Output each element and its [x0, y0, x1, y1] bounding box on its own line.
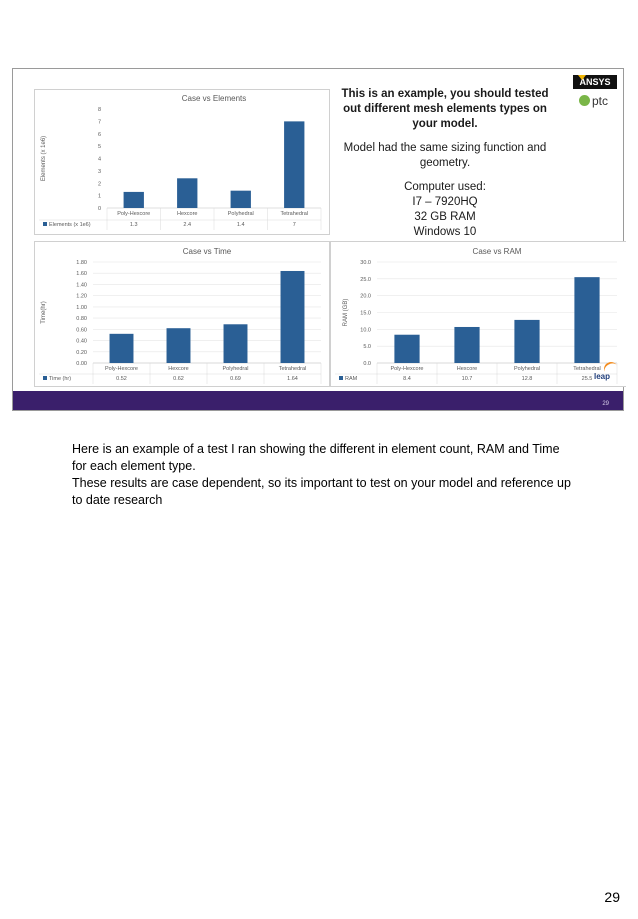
x-tick-label: Tetrahedral: [573, 366, 601, 372]
x-tick-label: Tetrahedral: [278, 366, 307, 372]
slide-line-ram: 32 GB RAM: [414, 211, 476, 223]
x-tick-label: Poly-Hexcore: [390, 366, 424, 372]
ptc-logo: ptc: [579, 94, 608, 108]
caption: [72, 441, 572, 509]
data-table-value: 0.52: [116, 376, 127, 382]
data-table-value: 12.8: [521, 376, 533, 382]
data-table-value: 7: [292, 222, 296, 228]
slide: [12, 68, 624, 411]
y-tick-label: 5.0: [363, 344, 371, 351]
data-table-value: 1.4: [236, 222, 245, 228]
y-axis-label: Elements (x 1e6): [41, 135, 47, 182]
x-tick-label: Tetrahedral: [280, 211, 309, 217]
x-tick-label: Hexcore: [456, 366, 478, 372]
y-tick-label: 0.0: [363, 361, 371, 367]
chart-case-vs-elements: [34, 89, 330, 235]
y-tick-label: 1.60: [76, 271, 87, 278]
y-tick-label: 1: [97, 193, 101, 200]
x-tick-label: Poly-Hexcore: [104, 366, 139, 372]
data-table-value: 10.7: [461, 376, 473, 382]
y-tick-label: 30.0: [360, 260, 371, 266]
bar-hexcore: [167, 328, 191, 363]
y-tick-label: 3: [97, 168, 101, 175]
legend-swatch: [43, 376, 47, 380]
page-number: 29: [604, 889, 620, 905]
bar-tetrahedral: [281, 271, 305, 363]
y-tick-label: 15.0: [360, 310, 371, 317]
data-table-value: 0.69: [230, 376, 241, 382]
y-tick-label: 6: [97, 131, 101, 138]
data-table-value: 25.5: [581, 376, 593, 382]
slide-line-os: Windows 10: [413, 226, 477, 238]
y-tick-label: 0: [97, 206, 101, 212]
data-table-value: 1.3: [129, 222, 138, 228]
ptc-logo-icon: [579, 95, 590, 106]
y-tick-label: 8: [97, 107, 101, 113]
data-table-value: 0.62: [173, 376, 184, 382]
bar-hexcore: [177, 178, 197, 208]
caption-paragraph-1: Here is an example of a test I ran showing the different in element count, RAM and Time for each element type.: [72, 442, 560, 473]
y-tick-label: 1.20: [76, 293, 87, 300]
chart-case-vs-ram: [330, 241, 626, 387]
bar-tetrahedral: [284, 121, 304, 208]
x-tick-label: Hexcore: [177, 211, 198, 217]
bar-polyhedral: [231, 191, 251, 208]
chart-title: Case vs RAM: [472, 247, 522, 256]
legend-swatch: [339, 376, 343, 380]
y-tick-label: 2: [97, 181, 101, 188]
x-tick-label: Polyhedral: [222, 366, 249, 372]
leap-logo: leap: [594, 372, 610, 381]
y-tick-label: 0.40: [76, 338, 87, 345]
bar-polyhedral: [224, 324, 248, 363]
slide-line-sizing: Model had the same sizing function and geometry.: [343, 142, 547, 169]
slide-heading: This is an example, you should tested out different mesh elements types on your model.: [341, 88, 549, 130]
bar-poly-hexcore: [394, 335, 419, 363]
chart-title: Case vs Time: [182, 247, 232, 256]
bar-polyhedral: [514, 320, 539, 363]
caption-paragraph-2: These results are case dependent, so its important to test on your model and reference up to date research: [72, 476, 571, 507]
y-tick-label: 0.20: [76, 349, 87, 356]
slide-number: 29: [602, 401, 609, 407]
y-tick-label: 0.00: [76, 361, 87, 367]
y-tick-label: 7: [97, 119, 101, 126]
y-tick-label: 25.0: [360, 276, 371, 283]
y-tick-label: 0.60: [76, 327, 87, 334]
legend-label: RAM: [345, 376, 358, 382]
bar-hexcore: [454, 327, 479, 363]
legend-label: Time (hr): [49, 376, 72, 382]
y-tick-label: 10.0: [360, 327, 371, 334]
y-tick-label: 1.00: [76, 304, 87, 311]
legend-swatch: [43, 222, 47, 226]
y-tick-label: 1.80: [76, 260, 87, 266]
y-tick-label: 0.80: [76, 316, 87, 323]
slide-text: [339, 87, 551, 240]
bar-poly-hexcore: [124, 192, 144, 208]
chart-case-vs-time: [34, 241, 330, 387]
data-table-value: 1.64: [287, 376, 298, 382]
y-tick-label: 1.40: [76, 282, 87, 289]
y-axis-label: Time(hr): [41, 301, 47, 324]
y-tick-label: 4: [97, 156, 101, 163]
y-axis-label: RAM (GB): [343, 298, 349, 327]
bar-poly-hexcore: [110, 334, 134, 363]
slide-line-computer: Computer used:: [404, 181, 486, 193]
slide-line-cpu: I7 – 7920HQ: [412, 196, 478, 208]
y-tick-label: 20.0: [360, 293, 371, 300]
x-tick-label: Hexcore: [168, 366, 189, 372]
data-table-value: 8.4: [403, 376, 411, 382]
y-tick-label: 5: [97, 144, 101, 151]
x-tick-label: Poly-Hexcore: [117, 211, 151, 217]
data-table-value: 2.4: [183, 222, 192, 228]
x-tick-label: Polyhedral: [514, 366, 540, 372]
ansys-logo: ANSYS: [573, 75, 617, 89]
slide-footer-bar: [13, 391, 623, 410]
legend-label: Elements (x 1e6): [49, 222, 91, 228]
bar-tetrahedral: [574, 277, 599, 363]
x-tick-label: Polyhedral: [227, 211, 254, 217]
chart-title: Case vs Elements: [181, 94, 247, 103]
